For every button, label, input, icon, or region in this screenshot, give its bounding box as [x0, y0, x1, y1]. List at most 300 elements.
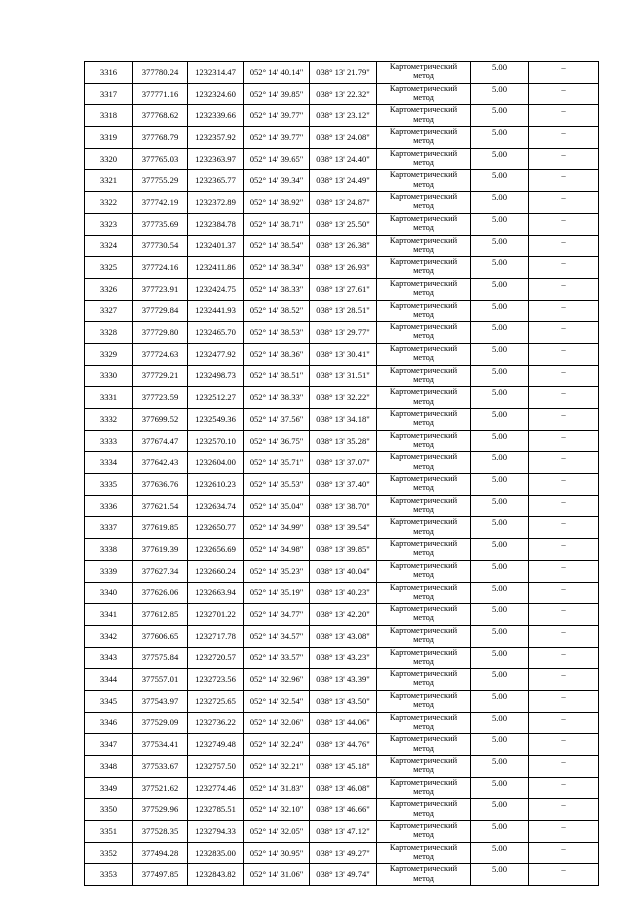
point-number-cell: 3317 [85, 83, 133, 105]
accuracy-cell: 5.00 [471, 409, 529, 431]
latitude-cell: 052° 14' 34.98" [244, 539, 310, 561]
longitude-cell: 038° 13' 43.39" [310, 669, 377, 691]
latitude-cell: 052° 14' 38.33" [244, 387, 310, 409]
table-row [85, 756, 599, 778]
longitude-cell: 038° 13' 24.08" [310, 127, 377, 149]
latitude-cell: 052° 14' 37.56" [244, 409, 310, 431]
latitude-cell: 052° 14' 35.71" [244, 452, 310, 474]
y-coordinate-cell: 1232372.89 [188, 192, 244, 214]
y-coordinate-cell: 1232634.74 [188, 495, 244, 517]
longitude-cell: 038° 13' 43.23" [310, 647, 377, 669]
table-row [85, 690, 599, 712]
method-cell [377, 105, 471, 127]
point-number-cell: 3320 [85, 148, 133, 170]
longitude-cell: 038° 13' 25.50" [310, 213, 377, 235]
method-cell [377, 127, 471, 149]
y-coordinate-cell: 1232749.48 [188, 734, 244, 756]
longitude-cell: 038° 13' 49.74" [310, 864, 377, 886]
point-number-cell: 3342 [85, 625, 133, 647]
method-line-1: Картометрический [389, 517, 458, 527]
latitude-cell: 052° 14' 35.04" [244, 495, 310, 517]
accuracy-cell: 5.00 [471, 387, 529, 409]
method-line-2: метод [413, 830, 434, 840]
table-row [85, 83, 599, 105]
y-coordinate-cell: 1232785.51 [188, 799, 244, 821]
accuracy-cell: 5.00 [471, 495, 529, 517]
note-cell: – [529, 734, 599, 756]
note-cell: – [529, 322, 599, 344]
note-cell: – [529, 83, 599, 105]
point-number-cell: 3352 [85, 842, 133, 864]
table-row [85, 712, 599, 734]
method-line-1: Картометрический [389, 127, 458, 137]
accuracy-cell: 5.00 [471, 322, 529, 344]
point-number-cell: 3336 [85, 495, 133, 517]
method-cell [377, 799, 471, 821]
method-cell [377, 690, 471, 712]
y-coordinate-cell: 1232384.78 [188, 213, 244, 235]
accuracy-cell: 5.00 [471, 430, 529, 452]
y-coordinate-cell: 1232498.73 [188, 365, 244, 387]
point-number-cell: 3347 [85, 734, 133, 756]
method-cell [377, 300, 471, 322]
method-cell [377, 452, 471, 474]
longitude-cell: 038° 13' 46.66" [310, 799, 377, 821]
note-cell: – [529, 777, 599, 799]
latitude-cell: 052° 14' 32.06" [244, 712, 310, 734]
point-number-cell: 3324 [85, 235, 133, 257]
longitude-cell: 038° 13' 24.87" [310, 192, 377, 214]
table-row [85, 734, 599, 756]
method-line-1: Картометрический [389, 647, 458, 657]
method-cell [377, 604, 471, 626]
method-cell [377, 322, 471, 344]
accuracy-cell: 5.00 [471, 560, 529, 582]
accuracy-cell: 5.00 [471, 777, 529, 799]
y-coordinate-cell: 1232324.60 [188, 83, 244, 105]
note-cell: – [529, 430, 599, 452]
method-line-1: Картометрический [389, 495, 458, 505]
table-row [85, 474, 599, 496]
x-coordinate-cell: 377742.19 [133, 192, 188, 214]
method-cell [377, 257, 471, 279]
method-cell [377, 170, 471, 192]
x-coordinate-cell: 377724.16 [133, 257, 188, 279]
table-row [85, 517, 599, 539]
table-row [85, 647, 599, 669]
method-line-2: метод [413, 244, 434, 254]
method-cell [377, 365, 471, 387]
method-cell [377, 712, 471, 734]
latitude-cell: 052° 14' 39.85" [244, 83, 310, 105]
latitude-cell: 052° 14' 36.75" [244, 430, 310, 452]
table-row [85, 148, 599, 170]
y-coordinate-cell: 1232339.66 [188, 105, 244, 127]
note-cell: – [529, 409, 599, 431]
method-line-1: Картометрический [389, 582, 458, 592]
x-coordinate-cell: 377723.59 [133, 387, 188, 409]
y-coordinate-cell: 1232604.00 [188, 452, 244, 474]
latitude-cell: 052° 14' 33.57" [244, 647, 310, 669]
method-line-2: метод [413, 526, 434, 536]
longitude-cell: 038° 13' 37.40" [310, 474, 377, 496]
longitude-cell: 038° 13' 24.49" [310, 170, 377, 192]
y-coordinate-cell: 1232794.33 [188, 821, 244, 843]
x-coordinate-cell: 377497.85 [133, 864, 188, 886]
point-number-cell: 3337 [85, 517, 133, 539]
y-coordinate-cell: 1232357.92 [188, 127, 244, 149]
note-cell: – [529, 712, 599, 734]
method-line-2: метод [413, 873, 434, 883]
method-line-1: Картометрический [389, 257, 458, 267]
y-coordinate-cell: 1232411.86 [188, 257, 244, 279]
coordinates-table [84, 61, 599, 886]
method-cell [377, 647, 471, 669]
longitude-cell: 038° 13' 39.54" [310, 517, 377, 539]
longitude-cell: 038° 13' 46.08" [310, 777, 377, 799]
method-line-2: метод [413, 374, 434, 384]
table-row [85, 669, 599, 691]
note-cell: – [529, 127, 599, 149]
longitude-cell: 038° 13' 31.51" [310, 365, 377, 387]
y-coordinate-cell: 1232660.24 [188, 560, 244, 582]
coordinates-table-container [84, 61, 599, 886]
latitude-cell: 052° 14' 38.51" [244, 365, 310, 387]
method-line-2: метод [413, 635, 434, 645]
point-number-cell: 3335 [85, 474, 133, 496]
table-row [85, 170, 599, 192]
longitude-cell: 038° 13' 44.06" [310, 712, 377, 734]
method-line-1: Картометрический [389, 300, 458, 310]
method-line-1: Картометрический [389, 560, 458, 570]
x-coordinate-cell: 377724.63 [133, 343, 188, 365]
y-coordinate-cell: 1232610.23 [188, 474, 244, 496]
method-line-1: Картометрический [389, 690, 458, 700]
accuracy-cell: 5.00 [471, 756, 529, 778]
accuracy-cell: 5.00 [471, 257, 529, 279]
method-line-2: метод [413, 591, 434, 601]
point-number-cell: 3339 [85, 560, 133, 582]
latitude-cell: 052° 14' 32.10" [244, 799, 310, 821]
point-number-cell: 3346 [85, 712, 133, 734]
accuracy-cell: 5.00 [471, 192, 529, 214]
note-cell: – [529, 452, 599, 474]
method-line-2: метод [413, 461, 434, 471]
y-coordinate-cell: 1232701.22 [188, 604, 244, 626]
y-coordinate-cell: 1232656.69 [188, 539, 244, 561]
table-row [85, 62, 599, 84]
latitude-cell: 052° 14' 39.77" [244, 127, 310, 149]
table-row [85, 192, 599, 214]
y-coordinate-cell: 1232363.97 [188, 148, 244, 170]
method-line-1: Картометрический [389, 712, 458, 722]
method-cell [377, 430, 471, 452]
table-row [85, 560, 599, 582]
method-cell [377, 560, 471, 582]
method-line-2: метод [413, 179, 434, 189]
x-coordinate-cell: 377627.34 [133, 560, 188, 582]
table-row [85, 452, 599, 474]
method-cell [377, 495, 471, 517]
table-row [85, 409, 599, 431]
point-number-cell: 3332 [85, 409, 133, 431]
table-row [85, 278, 599, 300]
table-row [85, 213, 599, 235]
accuracy-cell: 5.00 [471, 864, 529, 886]
latitude-cell: 052° 14' 35.53" [244, 474, 310, 496]
longitude-cell: 038° 13' 32.22" [310, 387, 377, 409]
y-coordinate-cell: 1232835.00 [188, 842, 244, 864]
note-cell: – [529, 387, 599, 409]
table-row [85, 777, 599, 799]
method-line-1: Картометрический [389, 365, 458, 375]
x-coordinate-cell: 377543.97 [133, 690, 188, 712]
y-coordinate-cell: 1232512.27 [188, 387, 244, 409]
point-number-cell: 3322 [85, 192, 133, 214]
latitude-cell: 052° 14' 34.77" [244, 604, 310, 626]
y-coordinate-cell: 1232424.75 [188, 278, 244, 300]
method-line-2: метод [413, 743, 434, 753]
accuracy-cell: 5.00 [471, 213, 529, 235]
note-cell: – [529, 517, 599, 539]
note-cell: – [529, 560, 599, 582]
method-line-1: Картометрический [389, 821, 458, 831]
method-line-1: Картометрический [389, 192, 458, 202]
y-coordinate-cell: 1232663.94 [188, 582, 244, 604]
method-cell [377, 148, 471, 170]
method-cell [377, 517, 471, 539]
latitude-cell: 052° 14' 31.06" [244, 864, 310, 886]
accuracy-cell: 5.00 [471, 148, 529, 170]
method-cell [377, 669, 471, 691]
longitude-cell: 038° 13' 40.04" [310, 560, 377, 582]
x-coordinate-cell: 377619.85 [133, 517, 188, 539]
latitude-cell: 052° 14' 34.99" [244, 517, 310, 539]
note-cell: – [529, 278, 599, 300]
method-cell [377, 409, 471, 431]
x-coordinate-cell: 377674.47 [133, 430, 188, 452]
note-cell: – [529, 495, 599, 517]
point-number-cell: 3329 [85, 343, 133, 365]
x-coordinate-cell: 377780.24 [133, 62, 188, 84]
method-line-1: Картометрический [389, 62, 458, 71]
point-number-cell: 3321 [85, 170, 133, 192]
method-line-2: метод [413, 765, 434, 775]
note-cell: – [529, 105, 599, 127]
x-coordinate-cell: 377529.09 [133, 712, 188, 734]
x-coordinate-cell: 377533.67 [133, 756, 188, 778]
latitude-cell: 052° 14' 35.19" [244, 582, 310, 604]
x-coordinate-cell: 377765.03 [133, 148, 188, 170]
method-line-2: метод [413, 808, 434, 818]
method-line-1: Картометрический [389, 474, 458, 484]
method-line-2: метод [413, 71, 434, 81]
x-coordinate-cell: 377521.62 [133, 777, 188, 799]
point-number-cell: 3328 [85, 322, 133, 344]
method-cell [377, 864, 471, 886]
longitude-cell: 038° 13' 27.61" [310, 278, 377, 300]
note-cell: – [529, 821, 599, 843]
x-coordinate-cell: 377729.21 [133, 365, 188, 387]
method-cell [377, 625, 471, 647]
method-line-2: метод [413, 223, 434, 233]
longitude-cell: 038° 13' 44.76" [310, 734, 377, 756]
x-coordinate-cell: 377768.79 [133, 127, 188, 149]
accuracy-cell: 5.00 [471, 539, 529, 561]
x-coordinate-cell: 377575.84 [133, 647, 188, 669]
x-coordinate-cell: 377768.62 [133, 105, 188, 127]
method-line-2: метод [413, 201, 434, 211]
method-cell [377, 777, 471, 799]
method-line-2: метод [413, 309, 434, 319]
note-cell: – [529, 62, 599, 84]
accuracy-cell: 5.00 [471, 669, 529, 691]
longitude-cell: 038° 13' 47.12" [310, 821, 377, 843]
latitude-cell: 052° 14' 38.33" [244, 278, 310, 300]
accuracy-cell: 5.00 [471, 300, 529, 322]
x-coordinate-cell: 377621.54 [133, 495, 188, 517]
method-cell [377, 734, 471, 756]
accuracy-cell: 5.00 [471, 647, 529, 669]
method-cell [377, 62, 471, 84]
accuracy-cell: 5.00 [471, 83, 529, 105]
latitude-cell: 052° 14' 38.54" [244, 235, 310, 257]
method-line-1: Картометрический [389, 322, 458, 332]
x-coordinate-cell: 377494.28 [133, 842, 188, 864]
method-cell [377, 387, 471, 409]
x-coordinate-cell: 377626.06 [133, 582, 188, 604]
y-coordinate-cell: 1232774.46 [188, 777, 244, 799]
y-coordinate-cell: 1232570.10 [188, 430, 244, 452]
longitude-cell: 038° 13' 37.07" [310, 452, 377, 474]
method-line-1: Картометрический [389, 409, 458, 418]
accuracy-cell: 5.00 [471, 127, 529, 149]
longitude-cell: 038° 13' 35.28" [310, 430, 377, 452]
method-line-1: Картометрический [389, 625, 458, 635]
longitude-cell: 038° 13' 26.38" [310, 235, 377, 257]
method-line-1: Картометрический [389, 842, 458, 852]
x-coordinate-cell: 377699.52 [133, 409, 188, 431]
method-line-2: метод [413, 353, 434, 363]
longitude-cell: 038° 13' 43.08" [310, 625, 377, 647]
method-cell [377, 343, 471, 365]
method-line-2: метод [413, 418, 434, 428]
table-row [85, 235, 599, 257]
point-number-cell: 3334 [85, 452, 133, 474]
note-cell: – [529, 235, 599, 257]
accuracy-cell: 5.00 [471, 105, 529, 127]
method-line-1: Картометрический [389, 604, 458, 614]
accuracy-cell: 5.00 [471, 690, 529, 712]
latitude-cell: 052° 14' 32.54" [244, 690, 310, 712]
longitude-cell: 038° 13' 28.51" [310, 300, 377, 322]
x-coordinate-cell: 377534.41 [133, 734, 188, 756]
note-cell: – [529, 690, 599, 712]
note-cell: – [529, 474, 599, 496]
method-line-1: Картометрический [389, 430, 458, 440]
method-cell [377, 539, 471, 561]
method-cell [377, 842, 471, 864]
latitude-cell: 052° 14' 39.34" [244, 170, 310, 192]
y-coordinate-cell: 1232736.22 [188, 712, 244, 734]
method-cell [377, 213, 471, 235]
point-number-cell: 3338 [85, 539, 133, 561]
latitude-cell: 052° 14' 32.96" [244, 669, 310, 691]
note-cell: – [529, 799, 599, 821]
latitude-cell: 052° 14' 35.23" [244, 560, 310, 582]
method-line-1: Картометрический [389, 387, 458, 397]
method-line-1: Картометрический [389, 734, 458, 744]
x-coordinate-cell: 377755.29 [133, 170, 188, 192]
table-row [85, 343, 599, 365]
latitude-cell: 052° 14' 38.53" [244, 322, 310, 344]
table-row [85, 105, 599, 127]
latitude-cell: 052° 14' 38.34" [244, 257, 310, 279]
accuracy-cell: 5.00 [471, 821, 529, 843]
x-coordinate-cell: 377730.54 [133, 235, 188, 257]
table-row [85, 799, 599, 821]
latitude-cell: 052° 14' 39.65" [244, 148, 310, 170]
note-cell: – [529, 756, 599, 778]
point-number-cell: 3316 [85, 62, 133, 84]
method-line-2: метод [413, 504, 434, 514]
y-coordinate-cell: 1232725.65 [188, 690, 244, 712]
point-number-cell: 3351 [85, 821, 133, 843]
x-coordinate-cell: 377557.01 [133, 669, 188, 691]
coordinates-table-body [85, 62, 599, 886]
point-number-cell: 3353 [85, 864, 133, 886]
accuracy-cell: 5.00 [471, 625, 529, 647]
method-line-1: Картометрический [389, 148, 458, 158]
x-coordinate-cell: 377528.35 [133, 821, 188, 843]
latitude-cell: 052° 14' 34.57" [244, 625, 310, 647]
table-row [85, 604, 599, 626]
method-line-1: Картометрический [389, 235, 458, 245]
method-line-2: метод [413, 721, 434, 731]
y-coordinate-cell: 1232843.82 [188, 864, 244, 886]
accuracy-cell: 5.00 [471, 582, 529, 604]
x-coordinate-cell: 377529.96 [133, 799, 188, 821]
method-line-1: Картометрический [389, 864, 458, 874]
method-line-1: Картометрический [389, 539, 458, 549]
x-coordinate-cell: 377729.84 [133, 300, 188, 322]
table-row [85, 539, 599, 561]
method-line-1: Картометрический [389, 213, 458, 223]
note-cell: – [529, 864, 599, 886]
table-row [85, 322, 599, 344]
method-cell [377, 821, 471, 843]
method-line-2: метод [413, 656, 434, 666]
method-line-1: Картометрический [389, 170, 458, 180]
accuracy-cell: 5.00 [471, 235, 529, 257]
table-row [85, 864, 599, 886]
longitude-cell: 038° 13' 21.79" [310, 62, 377, 84]
note-cell: – [529, 300, 599, 322]
latitude-cell: 052° 14' 38.71" [244, 213, 310, 235]
point-number-cell: 3319 [85, 127, 133, 149]
method-line-2: метод [413, 613, 434, 623]
accuracy-cell: 5.00 [471, 712, 529, 734]
accuracy-cell: 5.00 [471, 452, 529, 474]
accuracy-cell: 5.00 [471, 842, 529, 864]
note-cell: – [529, 148, 599, 170]
table-row [85, 582, 599, 604]
table-row [85, 365, 599, 387]
longitude-cell: 038° 13' 22.32" [310, 83, 377, 105]
accuracy-cell: 5.00 [471, 604, 529, 626]
method-line-2: метод [413, 266, 434, 276]
point-number-cell: 3318 [85, 105, 133, 127]
